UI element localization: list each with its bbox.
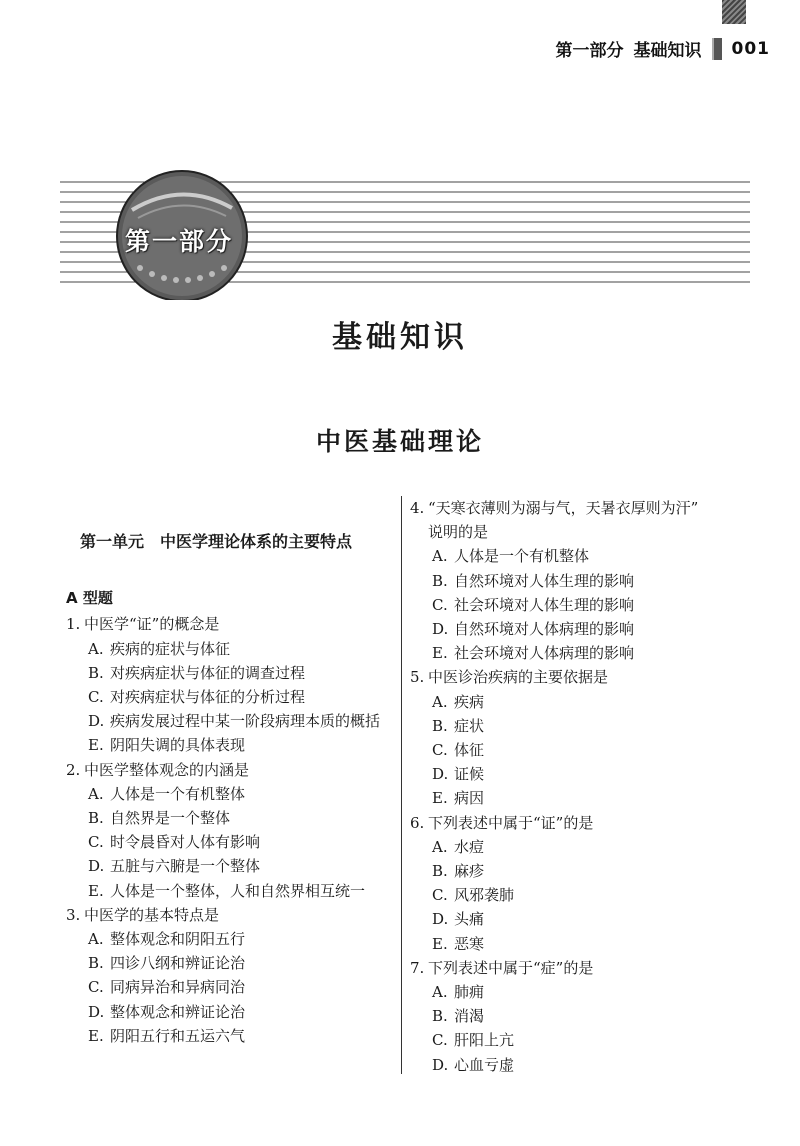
option-text: 体征 [454, 741, 485, 760]
option-d [410, 907, 750, 931]
option-text: 阴阳失调的具体表现 [110, 736, 246, 755]
option-text: 五脏与六腑是一个整体 [110, 857, 261, 876]
question-number: 4. [410, 499, 425, 517]
option-letter: D. [88, 857, 105, 876]
option-a [410, 544, 750, 568]
option-text: 头痛 [454, 910, 485, 929]
option-letter: B. [432, 1007, 448, 1026]
question-number: 1. [66, 615, 81, 634]
option-text: 风邪袭肺 [454, 886, 515, 905]
option-letter: D. [432, 765, 449, 784]
option-c [66, 830, 391, 854]
option-text: 心血亏虚 [454, 1055, 515, 1074]
option-text: 自然环境对人体生理的影响 [454, 571, 635, 590]
option-letter: E. [88, 881, 104, 900]
question-stem: 中医学的基本特点是 [84, 905, 220, 924]
option-e [410, 641, 750, 665]
option-c [66, 685, 391, 709]
option-letter: E. [432, 934, 448, 953]
question-number: 7. [410, 958, 425, 977]
question-6 [410, 811, 750, 956]
option-text: 对疾病症状与体征的调查过程 [110, 663, 306, 682]
option-text: 四诊八纲和辨证论治 [110, 954, 246, 973]
option-e [66, 1024, 391, 1048]
option-text: 水痘 [454, 837, 485, 856]
option-text: 肺痈 [454, 983, 485, 1002]
question-stem: 中医学整体观念的内涵是 [84, 760, 250, 779]
option-letter: D. [432, 1055, 449, 1074]
option-letter: D. [88, 712, 105, 731]
option-text: 疾病 [454, 692, 485, 711]
unit-heading: 第一单元 中医学理论体系的主要特点 [80, 532, 353, 551]
option-letter: C. [432, 741, 448, 760]
option-letter: A. [432, 983, 448, 1002]
part-label: 第一部分 [125, 227, 234, 256]
option-letter: A. [432, 547, 448, 566]
option-a [66, 637, 391, 661]
option-text: 人体是一个整体，人和自然界相互统一 [110, 881, 366, 900]
option-b [410, 859, 750, 883]
option-text: 社会环境对人体病理的影响 [454, 644, 635, 663]
question-number: 5. [410, 668, 425, 687]
question-type-label: A 型题 [66, 589, 113, 608]
option-e [66, 879, 391, 903]
question-number: 2. [66, 760, 81, 779]
option-a [66, 927, 391, 951]
option-c [66, 975, 391, 999]
option-text: 疾病的症状与体征 [110, 639, 231, 658]
option-e [410, 786, 750, 810]
option-letter: A. [88, 784, 104, 803]
option-text: 对疾病症状与体征的分析过程 [110, 688, 306, 707]
option-letter: C. [432, 595, 448, 614]
option-text: 人体是一个有机整体 [110, 784, 246, 803]
main-title: 基础知识 [332, 320, 468, 355]
option-d [410, 762, 750, 786]
option-d [410, 617, 750, 641]
option-text: 整体观念和辨证论治 [110, 1002, 246, 1021]
option-letter: E. [88, 1026, 104, 1045]
option-a [410, 690, 750, 714]
option-letter: B. [88, 663, 104, 682]
option-text: 症状 [454, 716, 485, 735]
option-text: 自然环境对人体病理的影响 [454, 620, 635, 639]
question-stem: 中医学“证”的概念是 [84, 615, 220, 634]
question-stem: “天寒衣薄则为溺与气，天暑衣厚则为汗” [428, 499, 699, 517]
option-letter: D. [432, 910, 449, 929]
option-c [410, 883, 750, 907]
option-b [410, 714, 750, 738]
option-d [66, 854, 391, 878]
option-text: 同病异治和异病同治 [110, 978, 246, 997]
option-letter: B. [432, 571, 448, 590]
option-text: 整体观念和阴阳五行 [110, 930, 246, 949]
option-letter: A. [88, 930, 104, 949]
option-letter: B. [88, 954, 104, 973]
option-text: 人体是一个有机整体 [454, 547, 590, 566]
header-section: 第一部分 [555, 41, 624, 61]
question-stem: 下列表述中属于“症”的是 [428, 958, 594, 977]
option-letter: D. [432, 620, 449, 639]
option-a [410, 980, 750, 1004]
option-b [410, 1004, 750, 1028]
option-d [410, 1053, 750, 1077]
question-1 [66, 612, 391, 757]
option-letter: A. [88, 639, 104, 658]
option-text: 麻疹 [454, 862, 485, 881]
header-divider-bar [712, 38, 722, 60]
sub-title: 中医基础理论 [315, 427, 484, 456]
option-a [66, 782, 391, 806]
option-letter: C. [88, 688, 104, 707]
option-text: 恶寒 [454, 934, 485, 953]
question-2 [66, 758, 391, 903]
right-column [410, 496, 750, 1077]
option-letter: A. [432, 692, 448, 711]
option-letter: E. [88, 736, 104, 755]
option-e [66, 733, 391, 757]
running-header [556, 36, 771, 61]
question-stem-continued: 说明的是 [428, 523, 489, 542]
option-text: 阴阳五行和五运六气 [110, 1026, 246, 1045]
option-letter: A. [432, 837, 448, 856]
option-letter: C. [432, 1031, 448, 1050]
option-d [66, 709, 391, 733]
header-category: 基础知识 [633, 41, 702, 61]
option-b [66, 806, 391, 830]
option-text: 肝阳上亢 [454, 1031, 515, 1050]
left-column [66, 496, 391, 1048]
question-5 [410, 665, 750, 810]
option-b [66, 951, 391, 975]
option-e [410, 932, 750, 956]
option-c [410, 593, 750, 617]
option-letter: B. [88, 809, 104, 828]
option-letter: C. [88, 978, 104, 997]
option-text: 时令晨昏对人体有影响 [110, 833, 261, 852]
page-number: 001 [731, 38, 770, 59]
option-c [410, 738, 750, 762]
option-text: 证候 [454, 765, 485, 784]
option-letter: B. [432, 716, 448, 735]
question-stem: 下列表述中属于“证”的是 [428, 813, 594, 832]
option-letter: C. [88, 833, 104, 852]
column-divider [401, 496, 402, 1074]
question-3 [66, 903, 391, 1048]
option-text: 消渴 [454, 1007, 485, 1026]
option-b [410, 569, 750, 593]
option-letter: D. [88, 1002, 105, 1021]
option-text: 社会环境对人体生理的影响 [454, 595, 635, 614]
question-stem: 中医诊治疾病的主要依据是 [428, 668, 609, 687]
page-edge-tab [722, 0, 746, 24]
option-letter: E. [432, 789, 448, 808]
option-letter: B. [432, 862, 448, 881]
option-c [410, 1028, 750, 1052]
option-text: 病因 [454, 789, 485, 808]
option-letter: E. [432, 644, 448, 663]
option-letter: C. [432, 886, 448, 905]
option-text: 自然界是一个整体 [110, 809, 231, 828]
option-b [66, 661, 391, 685]
question-number: 3. [66, 905, 81, 924]
option-a [410, 835, 750, 859]
question-7 [410, 956, 750, 1077]
question-4 [410, 496, 750, 665]
question-number: 6. [410, 813, 425, 832]
option-d [66, 1000, 391, 1024]
option-text: 疾病发展过程中某一阶段病理本质的概括 [110, 712, 381, 731]
